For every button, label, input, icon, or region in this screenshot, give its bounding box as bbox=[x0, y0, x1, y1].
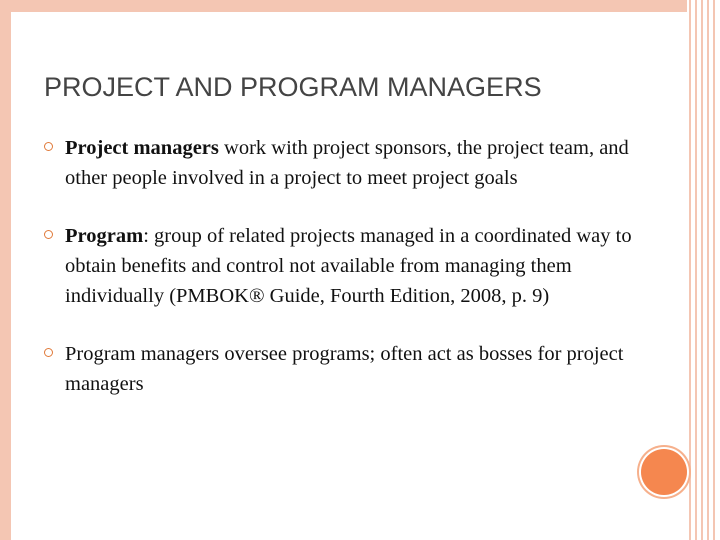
bullet-circle-icon bbox=[44, 348, 53, 357]
bullet-text: : group of related projects managed in a coordinated way to obtain benefits and control not available from managing them individually (PMBOK® Guide, Fourth Edition, 2008, p. 9) bbox=[65, 225, 632, 307]
frame-left-bar bbox=[0, 0, 11, 540]
bullet-lead: Program bbox=[65, 225, 144, 247]
bullet-list bbox=[44, 133, 634, 427]
decorative-right-band bbox=[687, 0, 720, 540]
band-line bbox=[695, 0, 697, 540]
frame-top-bar bbox=[0, 0, 687, 12]
band-line bbox=[689, 0, 691, 540]
slide-title: PROJECT AND PROGRAM MANAGERS bbox=[44, 72, 542, 102]
bullet-text: work with project sponsors, the project team, and other people involved in a project to meet project goals bbox=[65, 137, 629, 189]
bullet-item bbox=[44, 339, 634, 399]
band-line bbox=[707, 0, 709, 540]
band-line bbox=[713, 0, 715, 540]
bullet-item bbox=[44, 221, 634, 311]
bullet-text: Program managers oversee programs; often act as bosses for project managers bbox=[65, 343, 624, 395]
bullet-circle-icon bbox=[44, 230, 53, 239]
bullet-item bbox=[44, 133, 634, 193]
bullet-lead: Project managers bbox=[65, 137, 219, 159]
decorative-circle bbox=[641, 449, 687, 495]
band-line bbox=[701, 0, 703, 540]
bullet-circle-icon bbox=[44, 142, 53, 151]
